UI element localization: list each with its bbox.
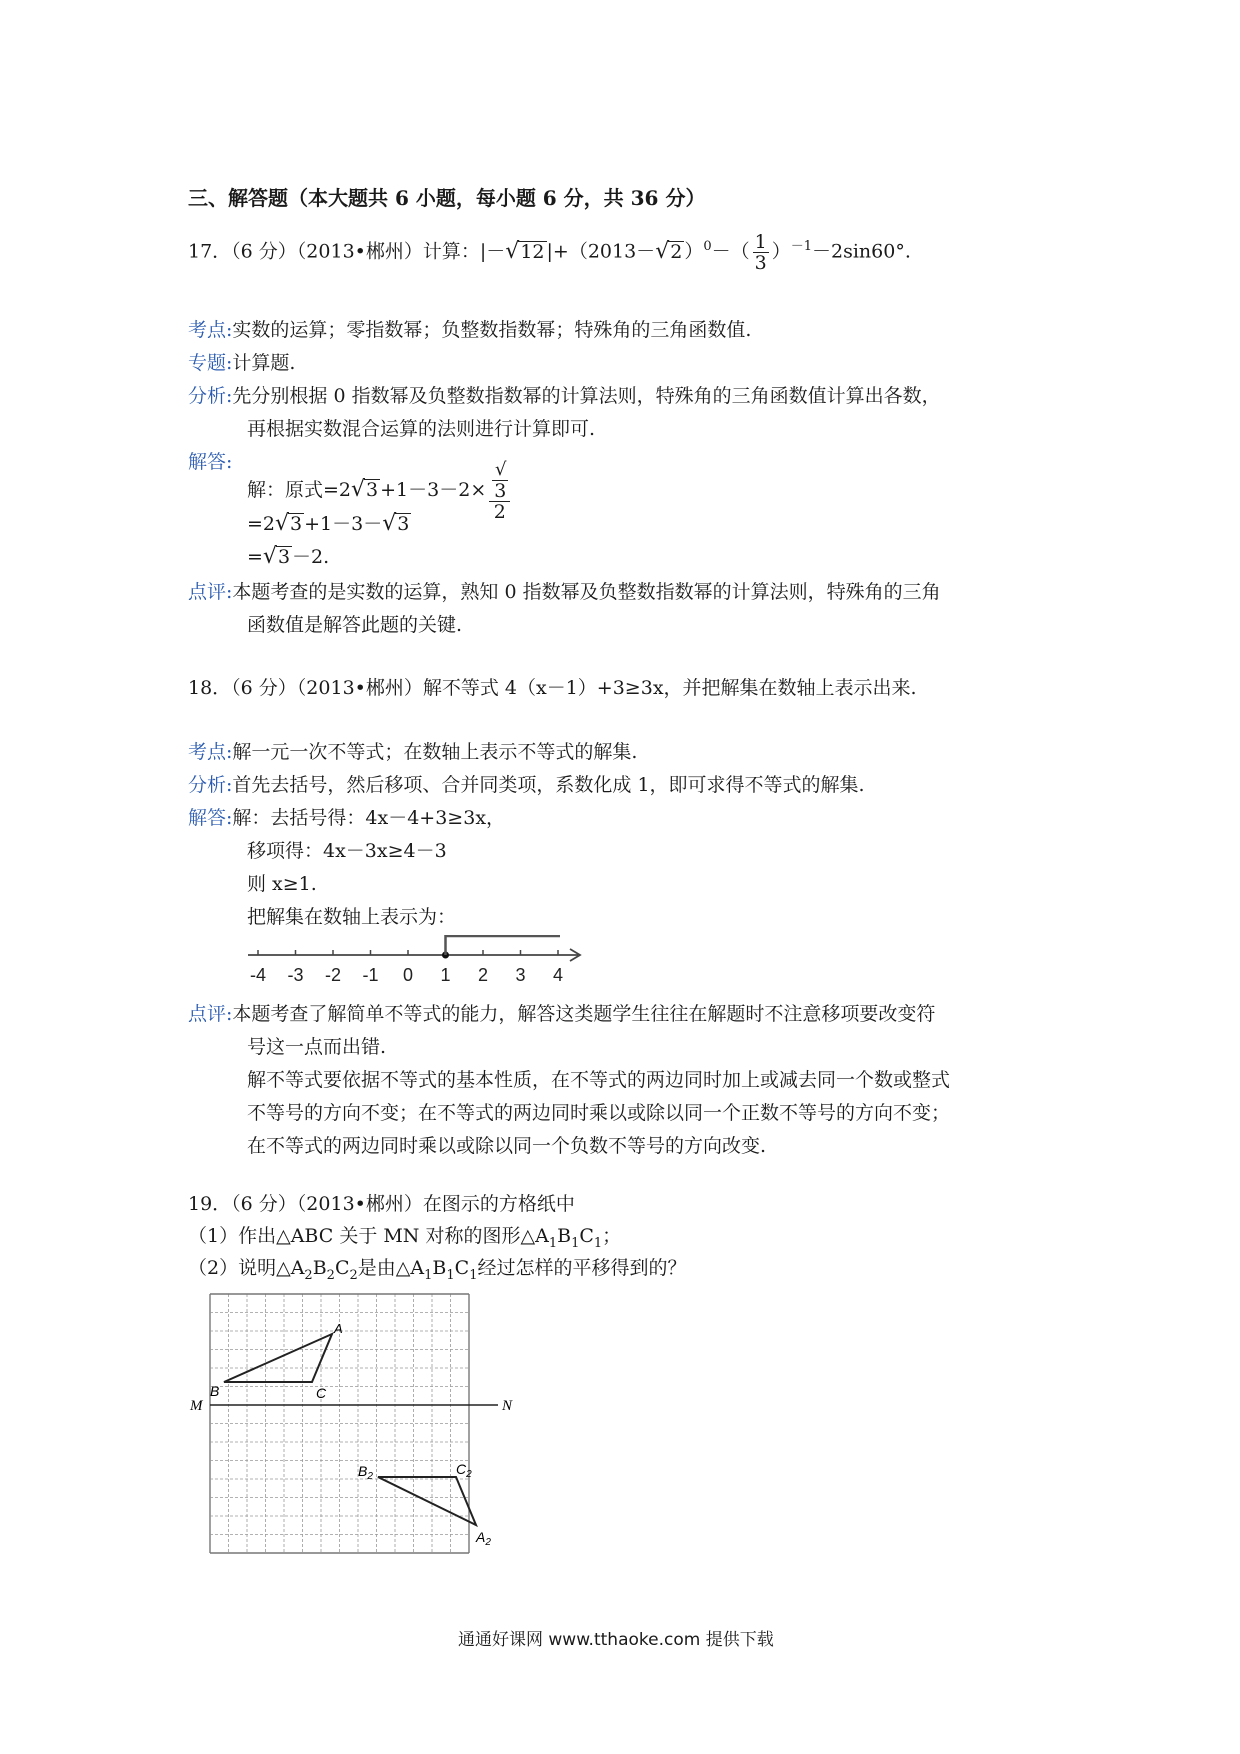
tick-label: -3 — [287, 965, 304, 985]
number-line — [248, 935, 588, 1005]
tick-label: 3 — [515, 965, 526, 985]
q19-stem: 19．（6 分）（2013•郴州）在图示的方格纸中 — [188, 1193, 575, 1215]
q19-part2: （2）说明$\triangle A_2B_2C_2$是由$\triangle A_1B_1C_1$经过怎样的平移得到的？ — [188, 1257, 687, 1283]
sqrt-icon: √ — [275, 511, 290, 536]
q18-jieda: 解答:解：去括号得：4x－4+3≥3x， — [188, 807, 506, 829]
q17-stem: 17．（6 分）（2013•郴州）计算：|－√12 |+（2013－√2 ）$^0$－（ $\frac{1}{3}$ ）$^{-1}$－2sin60°. — [188, 231, 911, 274]
number-line-group — [248, 936, 580, 985]
grid-figure — [180, 1290, 540, 1600]
label-m: M — [190, 1398, 203, 1414]
label-b2: $B_2$ — [358, 1463, 373, 1482]
q17-step3: =√3 －2. — [247, 544, 330, 569]
sqrt-icon: √ — [382, 511, 397, 536]
footer-text: 通通好课网 www.tthaoke.com 提供下载 — [458, 1630, 774, 1650]
triangle-a2b2c2 — [378, 1477, 476, 1525]
label-c2: $C_2$ — [456, 1461, 472, 1480]
section-title: 三、解答题（本大题共 6 小题，每小题 6 分，共 36 分） — [188, 186, 706, 210]
q18-step3: 则 x≥1. — [247, 873, 317, 895]
sqrt-icon: √ — [505, 238, 520, 264]
q18-dianping-3: 解不等式要依据不等式的基本性质，在不等式的两边同时加上或减去同一个数或整式 — [247, 1069, 951, 1091]
label-b: B — [210, 1383, 220, 1399]
sqrt-icon: √ — [351, 477, 366, 502]
tick-label: 0 — [402, 965, 414, 985]
tick-label: -4 — [249, 965, 267, 985]
q17-kaodian: 考点:实数的运算；零指数幂；负整数指数幂；特殊角的三角函数值. — [188, 319, 752, 341]
sqrt-icon: √ — [262, 544, 277, 569]
label-n: N — [502, 1398, 513, 1414]
sqrt-icon: √ — [495, 459, 507, 480]
q17-step2: =2√3 +1－3－√3 — [247, 511, 410, 536]
q17-step1: 解：原式=2√3 +1－3－2× √ 3 2 — [247, 460, 513, 522]
label-a2: $A_2$ — [476, 1529, 491, 1548]
triangle-abc — [224, 1334, 332, 1382]
q18-step2: 移项得：4x－3x≥4－3 — [247, 840, 447, 862]
q17-dianping: 点评:本题考查的是实数的运算，熟知 0 指数幂及负整数指数幂的计算法则，特殊角的三角 — [188, 581, 941, 603]
q19-part1: （1）作出△ABC 关于 MN 对称的图形$\triangle A_1B_1C_1$； — [188, 1225, 622, 1251]
solution-ray — [446, 936, 561, 955]
tick-label: -1 — [362, 965, 379, 985]
q18-stem: 18．（6 分）（2013•郴州）解不等式 4（x－1）+3≥3x，并把解集在数轴上表示出来. — [188, 677, 917, 699]
q18-dianping: 点评:本题考查了解简单不等式的能力，解答这类题学生往往在解题时不注意移项要改变符 — [188, 1003, 936, 1025]
fraction: $\frac{1}{3}$ — [754, 231, 767, 274]
label-a: A — [334, 1321, 343, 1336]
tick-label: 4 — [552, 965, 564, 985]
sqrt-icon: √ — [655, 238, 670, 264]
q17-zhuanti: 专题:计算题. — [188, 352, 296, 374]
q18-step4: 把解集在数轴上表示为： — [247, 906, 457, 928]
label-c: C — [316, 1385, 327, 1401]
q17-jieda-label: 解答: — [188, 451, 233, 473]
q17-dianping-cont: 函数值是解答此题的关键. — [247, 614, 463, 636]
tick-label: 2 — [477, 965, 489, 985]
q18-kaodian: 考点:解一元一次不等式；在数轴上表示不等式的解集. — [188, 741, 638, 763]
tick-label: 1 — [440, 965, 451, 985]
q18-dianping-5: 在不等式的两边同时乘以或除以同一个负数不等号的方向改变. — [247, 1135, 767, 1157]
q17-fenxi: 分析:先分别根据 0 指数幂及负整数指数幂的计算法则，特殊角的三角函数值计算出各数， — [188, 385, 941, 407]
q18-dianping-2: 号这一点而出错. — [247, 1036, 387, 1058]
q18-dianping-4: 不等号的方向不变；在不等式的两边同时乘以或除以同一个正数不等号的方向不变； — [247, 1102, 951, 1124]
tick-label: -2 — [324, 965, 342, 985]
fraction: √ 3 2 — [489, 460, 510, 522]
q18-fenxi: 分析:首先去括号，然后移项、合并同类项，系数化成 1，即可求得不等式的解集. — [188, 774, 865, 796]
q17-fenxi-cont: 再根据实数混合运算的法则进行计算即可. — [247, 418, 596, 440]
